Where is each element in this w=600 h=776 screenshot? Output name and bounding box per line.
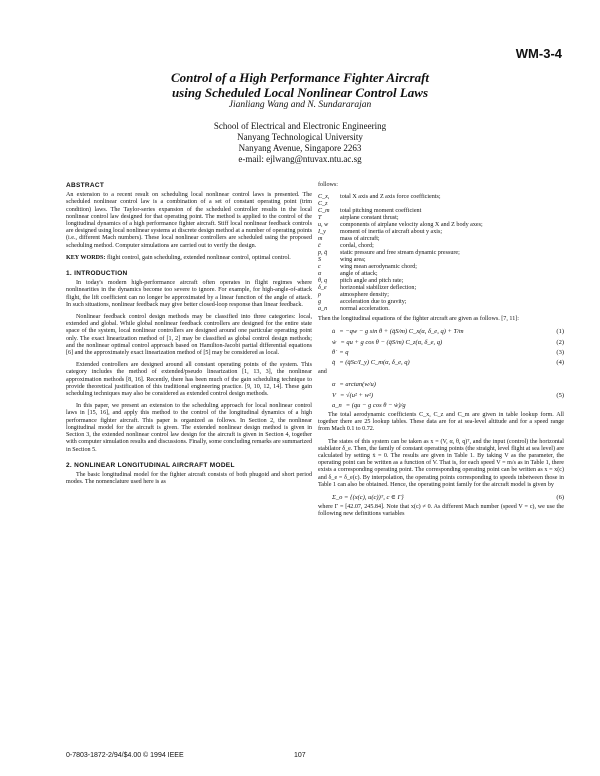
equations-block-1	[318, 328, 564, 366]
equation-body	[332, 402, 406, 409]
nomenclature-desc: moment of inertia of aircraft about y axis;	[340, 229, 443, 236]
equations-block-2	[318, 381, 564, 409]
title-line-1: Control of a High Performance Fighter Aircraft	[170, 70, 430, 85]
equation-rhs: = (qu − g cos θ − ẇ)/g	[345, 401, 406, 409]
nomenclature-symbol: ρ	[318, 292, 321, 299]
nomenclature-item	[318, 285, 564, 292]
nomenclature-item	[318, 208, 564, 215]
nomenclature-item	[318, 257, 564, 264]
nomenclature-symbol: C_x, C_z	[318, 194, 330, 208]
intro-p4: In this paper, we present an extension to the scheduling approach for local nonlinear control laws in [15, 16], and apply this method to the control of the longitudinal dynamics of a high performance fighter aircraft. This paper is organized as follows. In Section 2, the nonlinear longitudinal model for the aircraft is given. The extended nonlinear design method is given in Section 3, the extended nonlinear control law design for the aircraft is given in Section 4, together with computer simulation results and discussions. Finally, some concluding remarks are summarized in Section 5.	[66, 403, 312, 453]
equation-lhs: α	[332, 381, 336, 389]
session-code: WM-3-4	[515, 46, 562, 61]
right-p2: The states of this system can be taken as x = (V, α, θ, q)ᵀ, and the input (control) the horizontal stabilator δ_e. Then, the family of constant operating points (the straight, level flight at sea level) are calculated by setting ẋ = 0. The results are given in Table 1. By taking V as the parameter, the operating point can be written as a function of V. That is, for each speed V = m/s as in Table 1, there exists a corresponding operating point. The corresponding operating point can be written as x = x(c) and δ_e = δ_e(c). By interpolation, the operating points corresponding to speeds inbetween those in Table 1 can also be obtained. Hence, the operating point family for the aircraft model is given by	[318, 438, 564, 488]
nomenclature-symbol: m	[318, 236, 323, 243]
nomenclature-item	[318, 306, 564, 313]
equation-row	[318, 359, 564, 366]
equation-lhs: u̇	[332, 328, 336, 336]
equation-body	[332, 392, 373, 399]
equation-rhs: = arctan(w/u)	[339, 381, 376, 389]
title-line-2: using Scheduled Local Nonlinear Control Laws	[171, 85, 429, 100]
equation-row	[318, 381, 564, 388]
equation-body	[332, 328, 464, 335]
equation-row	[318, 328, 564, 335]
nomenclature-item	[318, 236, 564, 243]
equation-6	[318, 494, 564, 501]
affil-email: e-mail: ejlwang@ntuvax.ntu.ac.sg	[238, 154, 362, 164]
nomenclature-symbol: g	[318, 299, 322, 306]
nomenclature-desc: angle of attack;	[340, 271, 378, 278]
nomenclature-item	[318, 292, 564, 299]
equation-lhs: V	[332, 391, 336, 399]
intro-heading: 1. INTRODUCTION	[66, 270, 128, 278]
affil-university: Nanyang Technological University	[237, 132, 363, 142]
keywords	[66, 255, 312, 262]
nomenclature-symbol: θ, q	[318, 278, 328, 285]
equation-number: (5)	[556, 391, 564, 399]
equation-row	[318, 402, 564, 409]
nomenclature-desc: pitch angle and pitch rate;	[340, 278, 404, 285]
nomenclature-desc: normal acceleration.	[340, 306, 390, 313]
nomenclature-symbol: S	[318, 257, 322, 264]
nomenclature-desc: wing area;	[340, 257, 366, 264]
right-column	[318, 182, 564, 524]
nomenclature-desc: atmosphere density;	[340, 292, 389, 299]
intro-p2: Nonlinear feedback control design methods may be classified into three categories: local, extended and global. While global nonlinear feedback controllers are designed for the entire state space of the system, local nonlinear controllers are designed around one particular operating point only. The exact linearization method of [1, 2] may be classified as global control design methods; and the nonlinear optimal control approach based on Hamilton-Jacobi partial differential equations [6] and the approximately exact linearization method of [5] may be considered as local.	[66, 314, 312, 357]
nomenclature-symbol: u, w	[318, 222, 329, 229]
equation-6-number: (6)	[556, 494, 564, 502]
and-word: and	[318, 369, 327, 376]
nomenclature-symbol: α	[318, 271, 322, 278]
nomenclature-item	[318, 299, 564, 306]
equation-lhs: q̇	[332, 359, 336, 367]
equation-number: (3)	[556, 348, 564, 356]
equation-body	[332, 339, 442, 346]
nomenclature-symbol: c̄	[318, 243, 321, 250]
equation-row	[318, 349, 564, 356]
sec2-heading: 2. NONLINEAR LONGITUDINAL AIRCRAFT MODEL	[66, 461, 235, 469]
authors: Jianliang Wang and N. Sundararajan	[228, 100, 372, 110]
equation-rhs: = −qw − g sin θ + (q̄S/m) C_x(α, δ_e, q) + T/m	[339, 328, 464, 336]
nomenclature-desc: horizontal stabilizer deflection;	[340, 285, 417, 292]
nomenclature-symbol: I_y	[318, 229, 326, 236]
nomenclature-list	[318, 194, 564, 313]
intro-p1: In today's modern high-performance aircraft often operates in flight regimes where nonlinearities in the dynamics become too severe to ignore. For example, for high-angle-of-attack flight, the lift coefficient can no longer be approximated by a linear function of the angle of attack. In such situations, nonlinear feedback may give better closed-loop response than linear feedback.	[66, 280, 312, 308]
footer-copyright: 0-7803-1872-2/94/$4.00 © 1994 IEEE	[66, 752, 184, 759]
equation-number: (4)	[556, 359, 564, 367]
equation-lhs: θ̇	[332, 348, 336, 356]
nomenclature-symbol: δ_e	[318, 285, 327, 292]
nomenclature-symbol: a_n	[318, 306, 328, 313]
nomenclature-item	[318, 194, 564, 208]
nomenclature-desc: components of airplane velocity along X and Z body axes;	[340, 222, 483, 229]
equation-body	[332, 359, 410, 366]
equation-number: (2)	[556, 338, 564, 346]
affiliation	[0, 121, 600, 165]
paper-title	[0, 70, 600, 100]
abstract-heading: ABSTRACT	[66, 182, 105, 189]
abstract-text: An extension to a recent result on scheduling local nonlinear control laws is presented. The scheduled nonlinear control law is a combination of a set of constant operating point (trim condition) laws. The Taylor-series expansion of the scheduled controller results in the local nonlinear control law designed for that operating point. The method is applied to the control of the longitudinal dynamics of a high performance fighter aircraft. Stiff local nonlinear feedback controls are designed using local nonlinear systems at discrete design method at a number of operating points (i.e., different Mach numbers). These local nonlinear controllers are scheduled using the proposed scheduling method. Computer simulations are carried out to verify the design.	[66, 192, 312, 249]
keywords-label: KEY WORDS:	[66, 254, 106, 261]
equation-body	[332, 349, 348, 356]
equation-body	[332, 381, 376, 388]
left-column	[66, 182, 312, 491]
nomenclature-symbol: p, q̄	[318, 250, 328, 257]
right-p3: where Γ = [42.07, 245.84]. Note that x(c) ≠ 0. As different Mach number (speed V = c), we use the following new definitions variables	[318, 504, 564, 518]
affil-school: School of Electrical and Electronic Engineering	[213, 121, 387, 131]
nomenclature-item	[318, 250, 564, 257]
nomenclature-desc: static pressure and free stream dynamic pressure;	[340, 250, 460, 257]
nomenclature-desc: acceleration due to gravity;	[340, 299, 407, 306]
equation-lhs: ẇ	[332, 338, 337, 346]
equation-lhs: a_n	[332, 401, 342, 409]
equation-number: (1)	[556, 328, 564, 336]
nomenclature-desc: cordal, chord;	[340, 243, 374, 250]
keywords-text: flight control, gain scheduling, extended nonlinear control, optimal control.	[106, 254, 291, 261]
equation-row	[318, 392, 564, 399]
equation-row	[318, 339, 564, 346]
nomenclature-desc: total X axis and Z axis force coefficients;	[340, 194, 441, 201]
nomenclature-desc: wing mean aerodynamic chord;	[340, 264, 417, 271]
equation-rhs: = √(u² + w²)	[339, 391, 374, 399]
nomenclature-symbol: C_m	[318, 208, 330, 215]
page-number: 107	[294, 752, 306, 759]
nomenclature-symbol: T	[318, 215, 322, 222]
equation-rhs: = q	[339, 348, 349, 356]
equation-rhs: = (q̄Sc/I_y) C_m(α, δ_e, q)	[339, 359, 410, 367]
intro-p3: Extended controllers are designed around all constant operating points of the system. This category includes the method of extended/pseudo linearization [1, 13, 3], the nonlinear approximation methods [8, 16]. Recently, there has been much of the gain scheduling technique to provide theoretical justification of this traditional engineering practice. [9, 10, 12, 14]. These gain scheduling techniques may also be considered as extended control design methods.	[66, 362, 312, 398]
equation-rhs: = qu + g cos θ − (q̄S/m) C_z(α, δ_e, q)	[340, 338, 443, 346]
right-p1: The total aerodynamic coefficients C_x, C_z and C_m are given in table lookup form. All together there are 25 lookup tables. These data are for at sea-level altitude and for a speed range from Mach 0.1 to 0.72.	[318, 412, 564, 433]
nomenclature-desc: mass of aircraft;	[340, 236, 380, 243]
equations-intro: Then the longitudinal equations of the fighter aircraft are given as follows. [7, 11]:	[318, 316, 519, 323]
nomenclature-item	[318, 271, 564, 278]
sec2-p1: The basic longitudinal model for the fighter aircraft consists of both phugoid and short period modes. The nomenclature used here is as	[66, 471, 312, 486]
nomenclature-symbol: c	[318, 264, 321, 271]
nomenclature-desc: total pitching moment coefficient	[340, 208, 422, 215]
affil-address: Nanyang Avenue, Singapore 2263	[238, 143, 362, 153]
equation-6-body: Σ_o = {(x(c), u(c))ᵀ, c ∈ Γ}	[332, 494, 404, 502]
nomenclature-lead: follows:	[318, 182, 338, 188]
nomenclature-desc: airplane constant thrust;	[340, 215, 399, 222]
